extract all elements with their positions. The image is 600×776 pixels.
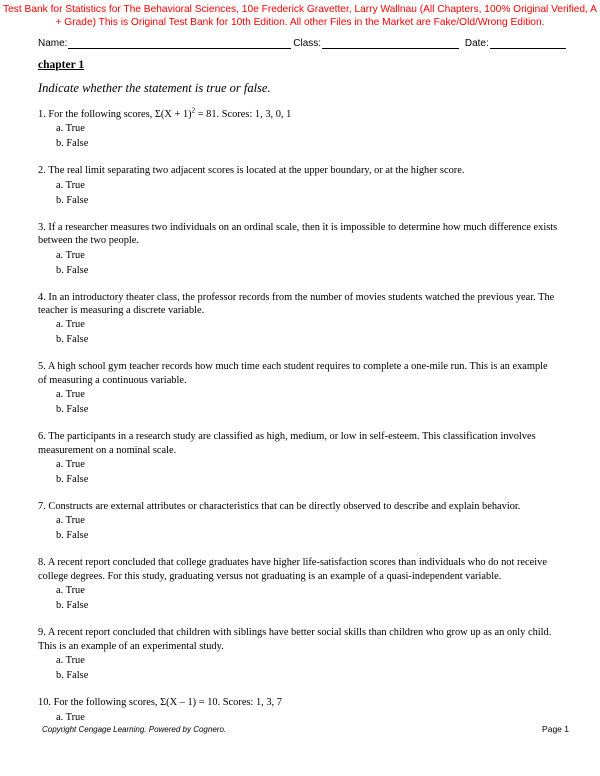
option-true[interactable]: a. True — [56, 459, 85, 471]
question-text: 4. In an introductory theater class, the professor records from the number of movies students watched the previous year. The teacher is measuring a discrete variable. — [38, 291, 555, 317]
option-true[interactable]: a. True — [56, 711, 85, 723]
footer-copyright: Copyright Cengage Learning. Powered by Cognero. — [42, 725, 227, 734]
question-stem — [38, 221, 558, 248]
option-false[interactable]: b. False — [56, 264, 89, 276]
name-blank[interactable] — [68, 37, 291, 49]
option-true[interactable]: a. True — [56, 249, 85, 261]
question-list — [38, 108, 558, 738]
superscript: 2 — [191, 106, 196, 115]
question-item — [38, 500, 558, 543]
question-item — [38, 291, 558, 348]
option-true[interactable]: a. True — [56, 389, 85, 401]
option-true[interactable]: a. True — [56, 319, 85, 331]
option-false[interactable]: b. False — [56, 600, 89, 612]
question-text: 2. The real limit separating two adjacent scores is located at the upper boundary, or at the higher score. — [38, 165, 465, 177]
option-false[interactable]: b. False — [56, 138, 89, 150]
question-item — [38, 164, 558, 207]
banner-line-2: + Grade) This is Original Test Bank for 10th Edition. All other Files in the Market are Fake/Old/Wrong Edition. — [55, 17, 545, 28]
option-true[interactable]: a. True — [56, 515, 85, 527]
option-true[interactable]: a. True — [56, 655, 85, 667]
question-stem — [38, 696, 558, 709]
watermark-banner — [0, 3, 600, 29]
section-instruction: Indicate whether the statement is true or false. — [38, 81, 271, 95]
option-false[interactable]: b. False — [56, 530, 89, 542]
option-true[interactable]: a. True — [56, 123, 85, 135]
footer-page-number: Page 1 — [542, 724, 569, 734]
question-text: 9. A recent report concluded that children with siblings have better social skills than children who grow up as an only child. This is an example of an experimental study. — [38, 627, 552, 652]
question-text-continued: = 81. Scores: 1, 3, 0, 1 — [195, 109, 292, 120]
name-label: Name: — [38, 38, 68, 49]
question-text: 1. For the following scores, Σ(X + 1) — [38, 109, 192, 120]
option-false[interactable]: b. False — [56, 670, 89, 682]
question-stem — [38, 500, 558, 513]
question-item — [38, 696, 558, 724]
question-text: 3. If a researcher measures two individuals on an ordinal scale, then it is impossible to determine how much difference exists between the two people. — [38, 221, 558, 247]
question-item — [38, 556, 558, 613]
question-stem — [38, 626, 558, 653]
question-stem — [38, 108, 558, 121]
option-false[interactable]: b. False — [56, 334, 89, 346]
option-true[interactable]: a. True — [56, 585, 85, 597]
class-blank[interactable] — [322, 37, 459, 49]
question-stem — [38, 291, 558, 318]
question-stem — [38, 360, 558, 387]
chapter-heading: chapter 1 — [38, 59, 85, 71]
question-item — [38, 360, 558, 417]
option-false[interactable]: b. False — [56, 474, 89, 486]
question-text: 10. For the following scores, Σ(X – 1) = 10. Scores: 1, 3, 7 — [38, 697, 282, 709]
option-false[interactable]: b. False — [56, 404, 89, 416]
question-text: 6. The participants in a research study are classified as high, medium, or low in self-esteem. This classification involves measurement on a nominal scale. — [38, 431, 536, 456]
question-item — [38, 430, 558, 487]
option-true[interactable]: a. True — [56, 179, 85, 191]
question-item — [38, 626, 558, 683]
question-text: 7. Constructs are external attributes or characteristics that can be directly observed to describe and explain behavior. — [38, 501, 521, 513]
question-item — [38, 221, 558, 278]
question-text: 8. A recent report concluded that college graduates have higher life-satisfaction scores than individuals who do not receive college degrees. For this study, graduating versus not graduating is an example of a quasi-independent variable. — [38, 557, 547, 582]
banner-line-1: Test Bank for Statistics for The Behavioral Sciences, 10e Frederick Gravetter, Larry Wallnau (All Chapters, 100% Original Verified, A — [3, 4, 597, 15]
question-stem — [38, 556, 558, 583]
date-blank[interactable] — [490, 37, 566, 49]
class-label: Class: — [293, 38, 322, 49]
date-label: Date: — [464, 38, 489, 49]
student-info-header — [38, 37, 566, 49]
question-stem — [38, 164, 558, 177]
question-stem — [38, 430, 558, 457]
option-false[interactable]: b. False — [56, 194, 89, 206]
question-item — [38, 108, 558, 151]
question-text: 5. A high school gym teacher records how much time each student requires to complete a one-mile run. This is an example of measuring a continuous variable. — [38, 361, 548, 386]
